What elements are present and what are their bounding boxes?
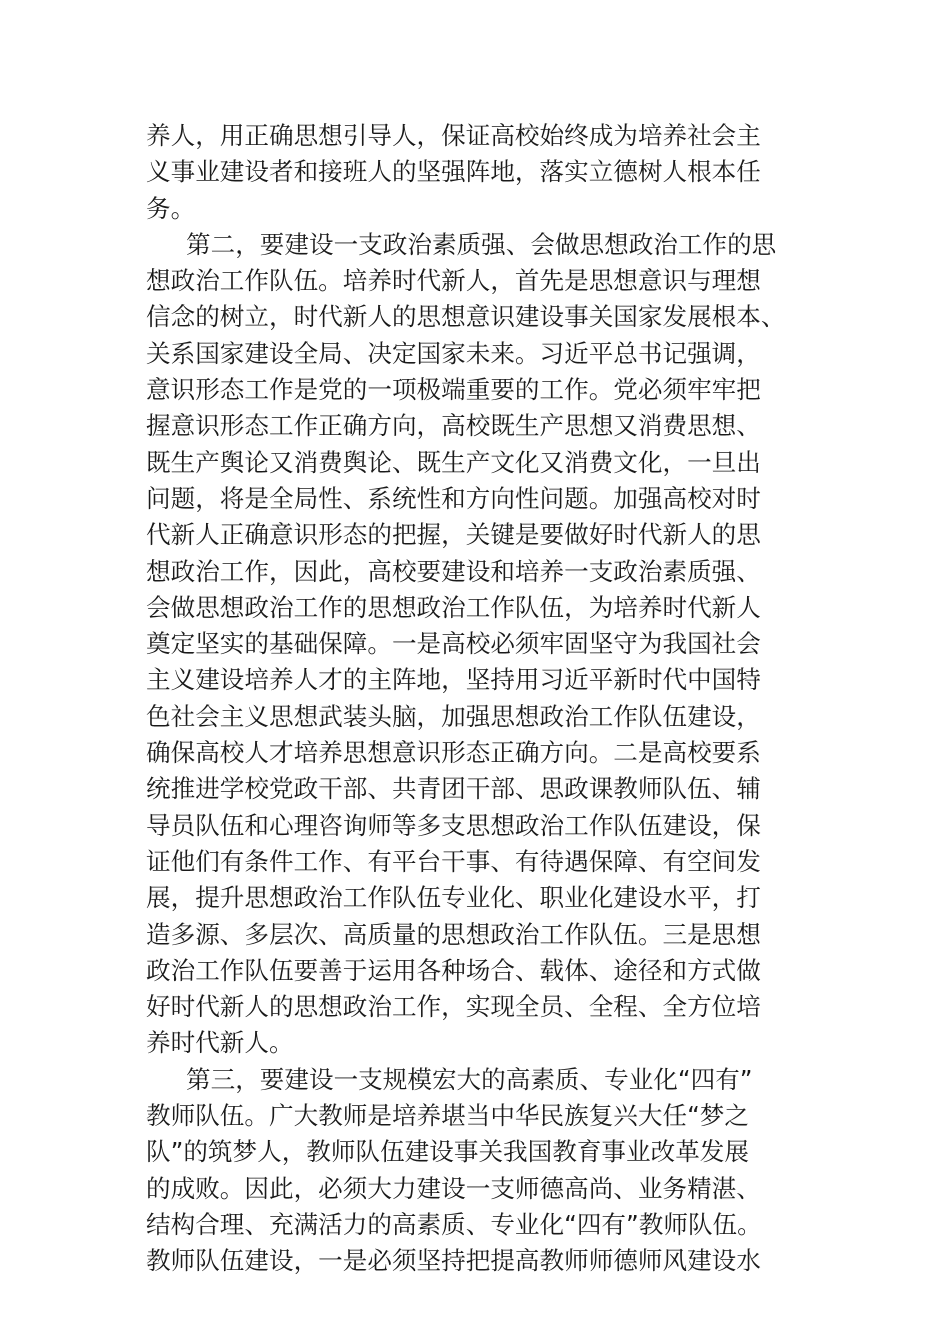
text-line: 教师队伍。广大教师是培养堪当中华民族复兴大任“梦之 — [146, 1101, 749, 1131]
text-line: 展，提升思想政治工作队伍专业化、职业化建设水平，打 — [146, 883, 761, 913]
text-line: 导员队伍和心理咨询师等多支思想政治工作队伍建设，保 — [146, 810, 761, 840]
text-line: 握意识形态工作正确方向，高校既生产思想又消费思想、 — [146, 411, 761, 441]
text-line: 问题，将是全局性、系统性和方向性问题。加强高校对时 — [146, 483, 761, 513]
text-line: 想政治工作队伍。培养时代新人，首先是思想意识与理想 — [146, 266, 761, 296]
text-line: 想政治工作，因此，高校要建设和培养一支政治素质强、 — [146, 556, 761, 586]
text-line: 色社会主义思想武装头脑，加强思想政治工作队伍建设， — [146, 701, 761, 731]
text-line: 教师队伍建设，一是必须坚持把提高教师师德师风建设水 — [146, 1246, 761, 1276]
text-line: 好时代新人的思想政治工作，实现全员、全程、全方位培 — [146, 992, 761, 1022]
text-line: 关系国家建设全局、决定国家未来。习近平总书记强调， — [146, 338, 761, 368]
text-line: 统推进学校党政干部、共青团干部、思政课教师队伍、辅 — [146, 774, 761, 804]
text-line: 结构合理、充满活力的高素质、专业化“四有”教师队伍。 — [146, 1209, 762, 1239]
text-line: 养人，用正确思想引导人，保证高校始终成为培养社会主 — [146, 121, 761, 150]
text-line: 队”的筑梦人，教师队伍建设事关我国教育事业改革发展 — [146, 1137, 749, 1167]
text-line: 主义建设培养人才的主阵地，坚持用习近平新时代中国特 — [146, 665, 761, 695]
text-line: 信念的树立，时代新人的思想意识建设事关国家发展根本、 — [146, 302, 786, 332]
text-line: 务。 — [146, 193, 196, 223]
text-line: 会做思想政治工作的思想政治工作队伍，为培养时代新人 — [146, 592, 761, 622]
text-line: 奠定坚实的基础保障。一是高校必须牢固坚守为我国社会 — [146, 629, 761, 659]
text-line: 政治工作队伍要善于运用各种场合、载体、途径和方式做 — [146, 955, 761, 985]
text-line: 养时代新人。 — [146, 1028, 294, 1058]
text-line: 代新人正确意识形态的把握，关键是要做好时代新人的思 — [146, 520, 761, 550]
body-text — [146, 118, 806, 1280]
text-line: 的成败。因此，必须大力建设一支师德高尚、业务精湛、 — [146, 1173, 761, 1203]
text-line: 证他们有条件工作、有平台干事、有待遇保障、有空间发 — [146, 846, 761, 876]
text-line: 义事业建设者和接班人的坚强阵地，落实立德树人根本任 — [146, 157, 761, 187]
text-line: 意识形态工作是党的一项极端重要的工作。党必须牢牢把 — [146, 375, 761, 405]
text-line: 确保高校人才培养思想意识形态正确方向。二是高校要系 — [146, 738, 761, 768]
text-line: 既生产舆论又消费舆论、既生产文化又消费文化，一旦出 — [146, 447, 761, 477]
paragraph-first-line: 第三，要建设一支规模宏大的高素质、专业化“四有” — [186, 1064, 753, 1094]
paragraph-first-line: 第二，要建设一支政治素质强、会做思想政治工作的思 — [186, 229, 777, 259]
text-line: 造多源、多层次、高质量的思想政治工作队伍。三是思想 — [146, 919, 761, 949]
